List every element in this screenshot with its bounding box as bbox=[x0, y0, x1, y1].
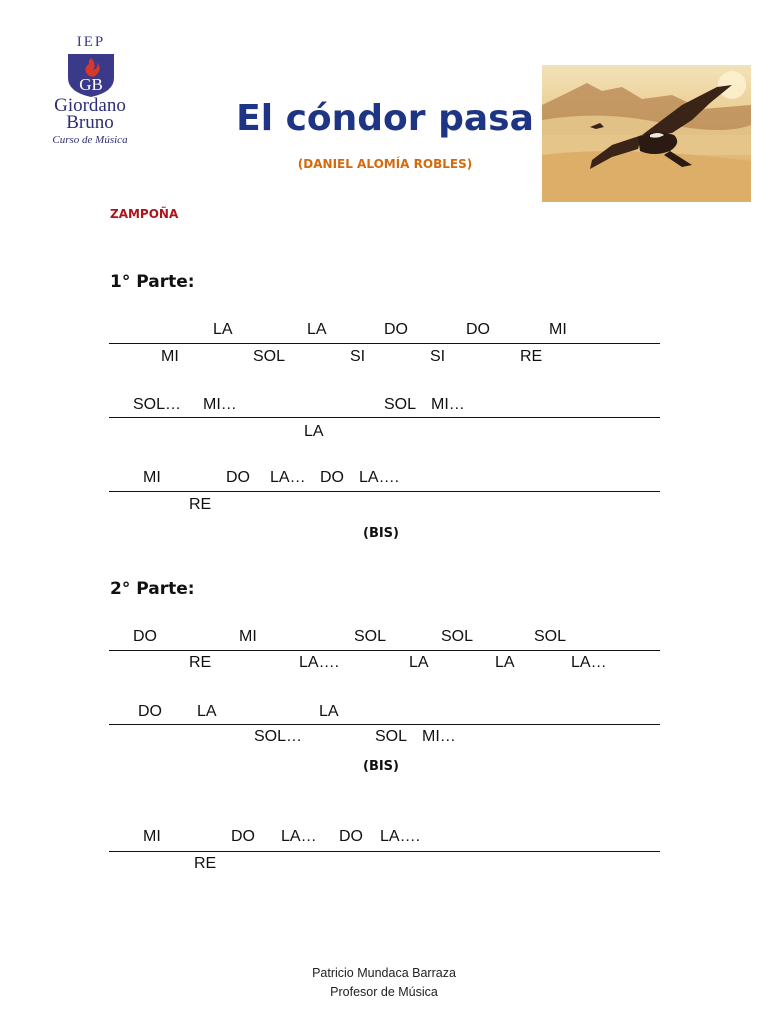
staff-line bbox=[109, 343, 660, 344]
note: RE bbox=[194, 855, 217, 872]
note: DO bbox=[320, 469, 344, 486]
note: MI bbox=[143, 469, 161, 486]
logo-course: Curso de Música bbox=[52, 134, 128, 146]
note: MI bbox=[143, 828, 161, 845]
author-name: Patricio Mundaca Barraza bbox=[312, 966, 456, 980]
note: LA…. bbox=[359, 469, 400, 486]
note: SI bbox=[430, 348, 446, 365]
staff-line bbox=[109, 491, 660, 492]
note: LA bbox=[304, 423, 324, 440]
staff-line bbox=[109, 724, 660, 725]
note: SI bbox=[350, 348, 366, 365]
note: LA… bbox=[571, 654, 607, 671]
page-title: El cóndor pasa bbox=[236, 98, 534, 139]
part1-heading: 1° Parte: bbox=[110, 272, 195, 292]
staff-line bbox=[109, 417, 660, 418]
condor-photo bbox=[542, 65, 751, 202]
composer-subtitle: (DANIEL ALOMÍA ROBLES) bbox=[297, 157, 473, 171]
note: LA bbox=[197, 703, 217, 720]
logo-top-text: IEP bbox=[76, 34, 106, 50]
note: LA…. bbox=[299, 654, 340, 671]
note: MI… bbox=[431, 396, 465, 413]
note: DO bbox=[231, 828, 255, 845]
note: SOL… bbox=[254, 728, 303, 745]
note: SOL bbox=[354, 628, 387, 645]
crest-icon bbox=[66, 52, 116, 98]
note: SOL bbox=[534, 628, 567, 645]
note: SOL… bbox=[133, 396, 182, 413]
note: MI… bbox=[422, 728, 456, 745]
note: MI bbox=[549, 321, 567, 338]
note: DO bbox=[466, 321, 490, 338]
note: LA bbox=[495, 654, 515, 671]
logo-name-line2: Bruno bbox=[66, 112, 114, 133]
note: DO bbox=[138, 703, 162, 720]
repeat-mark: (BIS) bbox=[363, 759, 399, 774]
instrument-label: ZAMPOÑA bbox=[110, 207, 179, 221]
note: LA bbox=[307, 321, 327, 338]
school-logo bbox=[28, 12, 152, 144]
note: SOL bbox=[441, 628, 474, 645]
note: DO bbox=[133, 628, 157, 645]
note: MI… bbox=[203, 396, 237, 413]
note: LA… bbox=[270, 469, 306, 486]
note: SOL bbox=[375, 728, 408, 745]
note: RE bbox=[189, 654, 212, 671]
note: LA bbox=[319, 703, 339, 720]
repeat-mark: (BIS) bbox=[363, 526, 399, 541]
note: MI bbox=[239, 628, 257, 645]
note: LA…. bbox=[380, 828, 421, 845]
note: RE bbox=[520, 348, 543, 365]
note: RE bbox=[189, 496, 212, 513]
note: DO bbox=[384, 321, 408, 338]
note: LA bbox=[409, 654, 429, 671]
note: SOL bbox=[384, 396, 417, 413]
note: LA bbox=[213, 321, 233, 338]
staff-line bbox=[109, 851, 660, 852]
note: SOL bbox=[253, 348, 286, 365]
staff-line bbox=[109, 650, 660, 651]
logo-name-line1: Giordano bbox=[54, 95, 126, 116]
crest-letters: GB bbox=[79, 75, 103, 94]
author-role: Profesor de Música bbox=[330, 985, 438, 999]
note: LA… bbox=[281, 828, 317, 845]
part2-heading: 2° Parte: bbox=[110, 579, 195, 599]
note: DO bbox=[339, 828, 363, 845]
note: DO bbox=[226, 469, 250, 486]
note: MI bbox=[161, 348, 179, 365]
